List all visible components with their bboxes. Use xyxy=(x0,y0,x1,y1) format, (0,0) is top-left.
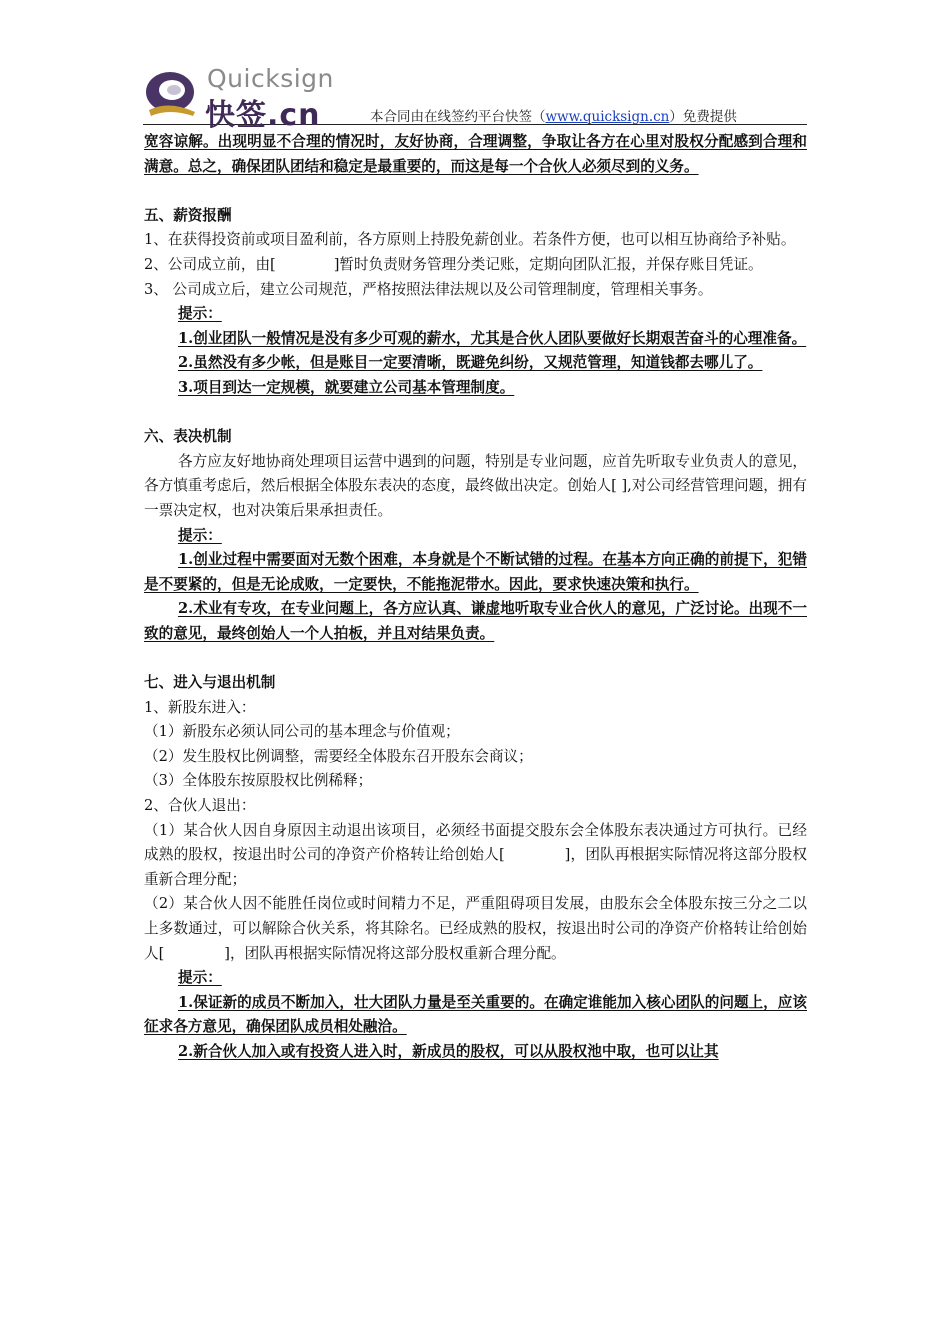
s5-item-2 xyxy=(144,253,807,278)
s7-item-2a xyxy=(144,819,807,893)
s5-item-2-a: 2、公司成立前，由[ xyxy=(144,255,276,273)
quicksign-link[interactable]: www.quicksign.cn xyxy=(545,109,670,125)
header-note xyxy=(370,105,737,125)
s6-tip-1: 1.创业过程中需要面对无数个困难，本身就是个不断试错的过程。在基本方向正确的前提下，犯错是不要紧的，但是无论成败，一定要快，不能拖泥带水。因此，要求快速决策和执行。 xyxy=(144,551,807,593)
intro-paragraph: 宽容谅解。出现明显不合理的情况时，友好协商，合理调整，争取让各方在心里对股权分配感到合理和满意。总之，确保团队团结和稳定是最重要的，而这是每一个合伙人必须尽到的义务。 xyxy=(144,133,807,175)
s7-item-2a-b: ]，团队再根据实际情况将这部分股权重新合理分配； xyxy=(144,846,807,888)
s7-item-2a-a: （1）某合伙人因自身原因主动退出该项目，必须经书面提交股东会全体股东表决通过方可执行。已经成熟的股权，按退出时公司的净资产价格转让给创始人[ xyxy=(144,821,807,864)
s7-item-2b-b: ]，团队再根据实际情况将这部分股权重新合理分配。 xyxy=(224,944,566,962)
s7-item-1c: （3）全体股东按原股权比例稀释； xyxy=(144,772,373,790)
s5-tip-3: 3.项目到达一定规模，就要建立公司基本管理制度。 xyxy=(178,378,515,396)
s7-item-1a: （1）新股东必须认同公司的基本理念与价值观； xyxy=(144,723,460,741)
section-5-title: 五、薪资报酬 xyxy=(144,206,232,224)
s7-item-2b-a: （2）某合伙人因不能胜任岗位或时间精力不足，严重阻碍项目发展，由股东会全体股东按三分之二以上多数通过，可以解除合伙关系，将其除名。已经成熟的股权，按退出时公司的净资产价格转让给创始人[ xyxy=(144,895,807,962)
s6-tip-label: 提示： xyxy=(178,526,222,544)
section-6-title: 六、表决机制 xyxy=(144,428,232,446)
s7-tip-label: 提示： xyxy=(178,969,222,987)
note-suffix: ）免费提供 xyxy=(669,109,737,125)
s7-item-2b xyxy=(144,892,807,966)
s7-tip-2: 2.新合伙人加入或有投资人进入时，新成员的股权，可以从股权池中取，也可以让其 xyxy=(178,1042,719,1060)
s5-tip-2: 2.虽然没有多少帐，但是账目一定要清晰，既避免纠纷，又规范管理，知道钱都去哪儿了。 xyxy=(178,354,763,372)
s5-item-1: 1、在获得投资前或项目盈利前，各方原则上持股免薪创业。若条件方便，也可以相互协商给予补贴。 xyxy=(144,231,796,249)
section-7-title: 七、进入与退出机制 xyxy=(144,674,276,692)
s6-paragraph: 各方应友好地协商处理项目运营中遇到的问题，特别是专业问题，应首先听取专业负责人的意见，各方慎重考虑后，然后根据全体股东表决的态度，最终做出决定。创始人[ ],对公司经营管理问题，拥有一票决定权，也对决策后果承担责任。 xyxy=(144,452,807,519)
s5-item-3: 3、 公司成立后，建立公司规范，严格按照法律法规以及公司管理制度，管理相关事务。 xyxy=(144,280,713,298)
note-prefix: 本合同由在线签约平台快签（ xyxy=(370,109,546,125)
document-body xyxy=(144,130,807,1065)
s6-tip-2: 2.术业有专攻，在专业问题上，各方应认真、谦虚地听取专业合伙人的意见，广泛讨论。出现不一致的意见，最终创始人一个人拍板，并且对结果负责。 xyxy=(144,600,807,642)
quicksign-logo[interactable] xyxy=(143,64,348,133)
s7-item-1: 1、新股东进入： xyxy=(144,698,256,716)
page-header xyxy=(143,64,807,133)
s5-tip-label: 提示： xyxy=(178,305,222,323)
logo-chinese: 快签.cn xyxy=(205,98,321,133)
logo-wordmark: Quicksign xyxy=(207,64,334,93)
s7-item-1b: （2）发生股权比例调整，需要经全体股东召开股东会商议； xyxy=(144,747,533,765)
s7-item-2: 2、合伙人退出： xyxy=(144,797,256,815)
s5-item-2-b: ]暂时负责财务管理分类记账，定期向团队汇报，并保存账目凭证。 xyxy=(333,255,763,273)
s7-tip-1: 1.保证新的成员不断加入，壮大团队力量是至关重要的。在确定谁能加入核心团队的问题上，应该征求各方意见，确保团队成员相处融洽。 xyxy=(144,993,807,1036)
logo-mark-icon xyxy=(143,66,203,122)
s5-tip-1: 1.创业团队一般情况是没有多少可观的薪水，尤其是合伙人团队要做好长期艰苦奋斗的心理准备。 xyxy=(178,329,807,347)
